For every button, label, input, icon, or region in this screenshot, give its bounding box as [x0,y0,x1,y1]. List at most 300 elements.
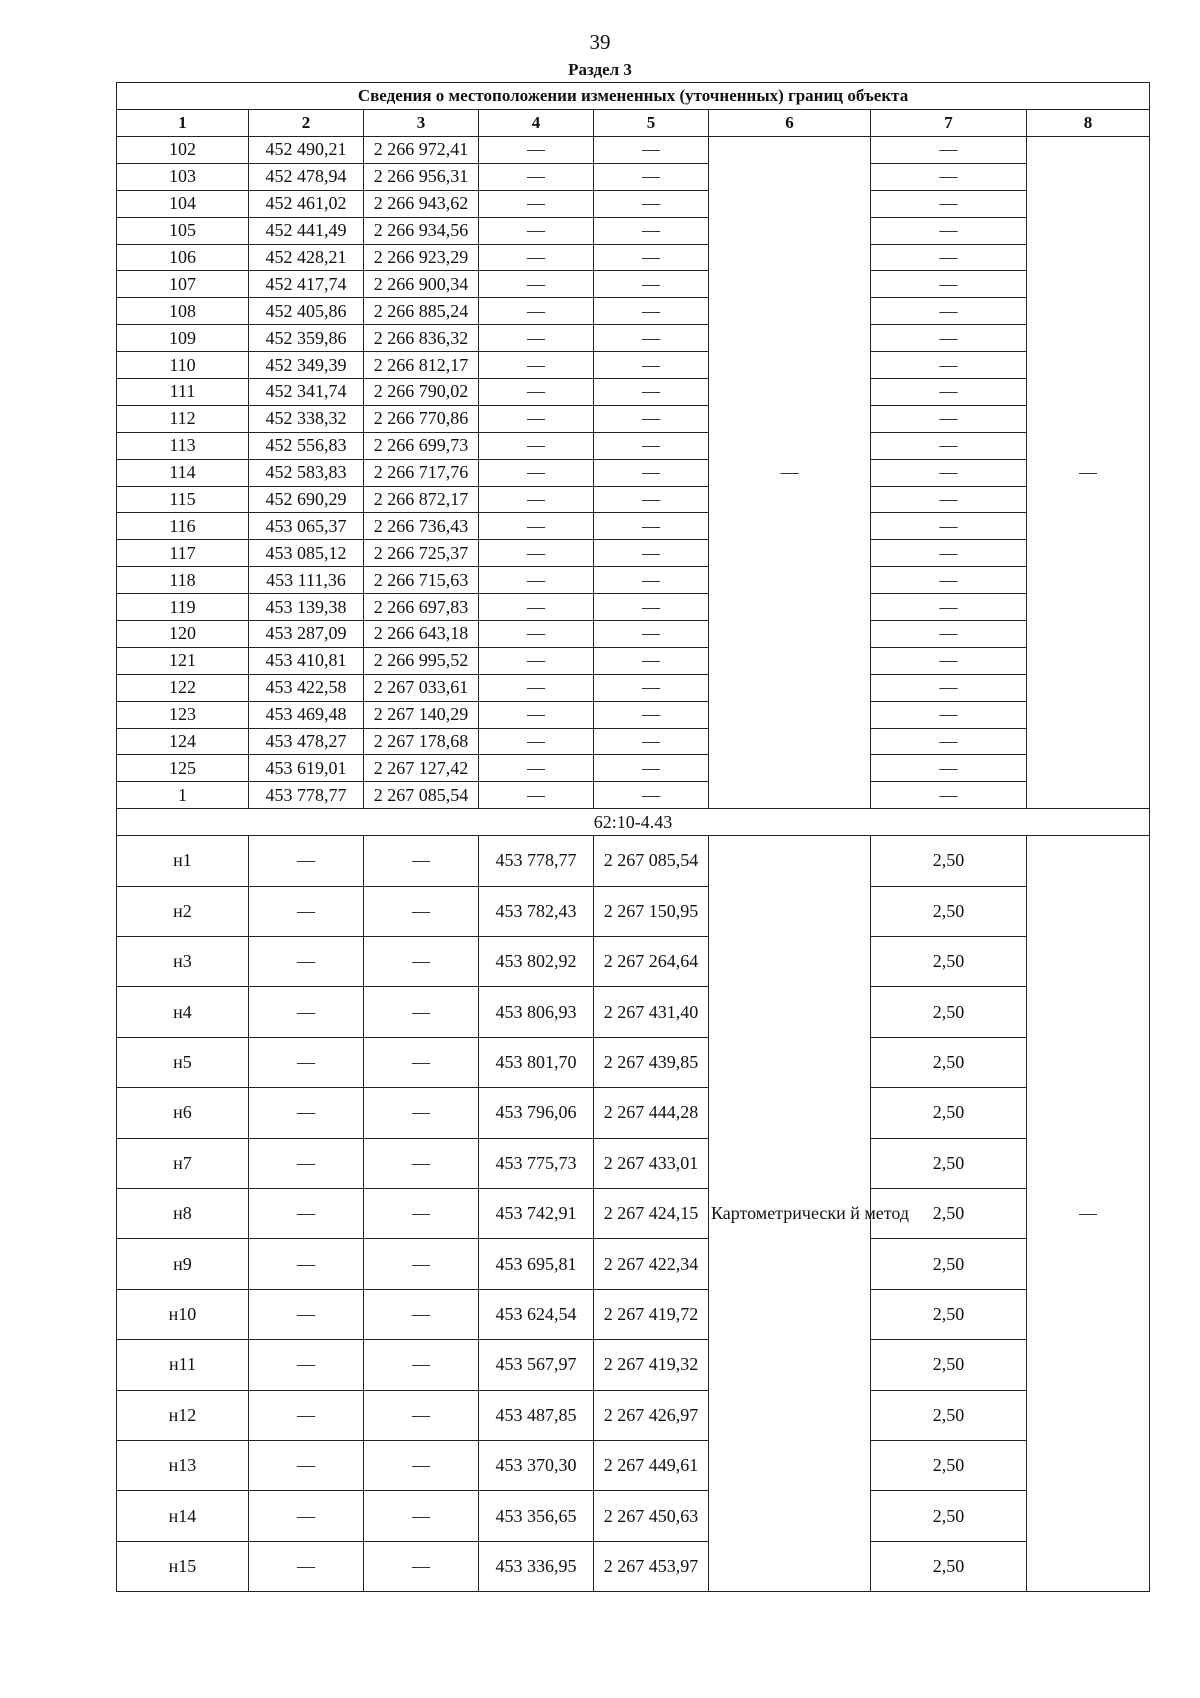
point-number-cell: н9 [117,1239,249,1289]
table-row [117,782,1150,809]
new-x-cell: — [479,513,594,540]
new-y-cell: 2 267 422,34 [594,1239,709,1289]
precision-cell: 2,50 [871,937,1027,987]
existing-x-cell: 453 410,81 [249,647,364,674]
point-number-cell: 107 [117,271,249,298]
table-row [117,1088,1150,1138]
new-y-cell: — [594,486,709,513]
existing-x-cell: 453 111,36 [249,567,364,594]
precision-cell: — [871,701,1027,728]
new-y-cell: — [594,621,709,648]
existing-y-cell: 2 266 697,83 [364,594,479,621]
point-number-cell: 118 [117,567,249,594]
new-y-cell: — [594,190,709,217]
existing-x-cell: 452 690,29 [249,486,364,513]
existing-y-cell: — [364,1239,479,1289]
point-number-cell: н14 [117,1491,249,1541]
new-x-cell: — [479,137,594,164]
new-y-cell: 2 267 450,63 [594,1491,709,1541]
new-x-cell: 453 742,91 [479,1189,594,1239]
table-row [117,647,1150,674]
description-cell: — [1027,137,1150,809]
new-x-cell: 453 624,54 [479,1289,594,1339]
point-number-cell: 115 [117,486,249,513]
point-number-cell: 109 [117,325,249,352]
table-row [117,163,1150,190]
precision-cell: — [871,567,1027,594]
point-number-cell: 120 [117,621,249,648]
point-number-cell: 119 [117,594,249,621]
point-number-cell: 106 [117,244,249,271]
existing-x-cell: — [249,1088,364,1138]
new-x-cell: 453 336,95 [479,1541,594,1591]
new-y-cell: 2 267 433,01 [594,1138,709,1188]
new-x-cell: — [479,728,594,755]
new-x-cell: — [479,782,594,809]
existing-y-cell: 2 267 085,54 [364,782,479,809]
new-x-cell: 453 778,77 [479,836,594,886]
existing-y-cell: 2 266 900,34 [364,271,479,298]
existing-y-cell: — [364,1340,479,1390]
existing-y-cell: — [364,1138,479,1188]
table-row [117,937,1150,987]
new-y-cell: — [594,567,709,594]
new-y-cell: — [594,701,709,728]
existing-y-cell: — [364,1289,479,1339]
new-x-cell: — [479,621,594,648]
existing-y-cell: 2 266 972,41 [364,137,479,164]
new-y-cell: 2 267 444,28 [594,1088,709,1138]
existing-x-cell: — [249,1189,364,1239]
existing-y-cell: 2 266 812,17 [364,352,479,379]
point-number-cell: н10 [117,1289,249,1339]
new-y-cell: — [594,594,709,621]
table-row [117,1289,1150,1339]
new-x-cell: — [479,271,594,298]
table-row [117,325,1150,352]
existing-x-cell: — [249,1541,364,1591]
new-x-cell: — [479,352,594,379]
precision-cell: — [871,728,1027,755]
table-row [117,1037,1150,1087]
existing-y-cell: — [364,1037,479,1087]
existing-y-cell: — [364,886,479,936]
table-row [117,513,1150,540]
precision-cell: 2,50 [871,1541,1027,1591]
new-y-cell: 2 267 264,64 [594,937,709,987]
precision-cell: 2,50 [871,1491,1027,1541]
table-row [117,352,1150,379]
new-x-cell: — [479,163,594,190]
precision-cell: — [871,782,1027,809]
new-x-cell: 453 806,93 [479,987,594,1037]
existing-x-cell: 452 490,21 [249,137,364,164]
precision-cell: — [871,459,1027,486]
new-x-cell: 453 802,92 [479,937,594,987]
precision-cell: 2,50 [871,1037,1027,1087]
point-number-cell: н8 [117,1189,249,1239]
precision-cell: — [871,271,1027,298]
new-x-cell: — [479,432,594,459]
existing-y-cell: — [364,937,479,987]
point-number-cell: 114 [117,459,249,486]
point-number-cell: н13 [117,1440,249,1490]
new-x-cell: — [479,405,594,432]
table-row [117,1340,1150,1390]
method-cell: — [709,137,871,809]
existing-y-cell: 2 266 790,02 [364,379,479,406]
new-y-cell: — [594,271,709,298]
existing-y-cell: 2 266 923,29 [364,244,479,271]
existing-y-cell: — [364,1541,479,1591]
existing-y-cell: 2 266 885,24 [364,298,479,325]
new-y-cell: — [594,513,709,540]
new-y-cell: 2 267 453,97 [594,1541,709,1591]
existing-x-cell: — [249,1289,364,1339]
point-number-cell: 123 [117,701,249,728]
table-row [117,755,1150,782]
existing-x-cell: 452 341,74 [249,379,364,406]
existing-y-cell: 2 266 770,86 [364,405,479,432]
point-number-cell: н2 [117,886,249,936]
existing-x-cell: — [249,1491,364,1541]
point-number-cell: 125 [117,755,249,782]
point-number-cell: 102 [117,137,249,164]
cadastral-group-label: 62:10-4.43 [117,809,1150,836]
existing-x-cell: 453 778,77 [249,782,364,809]
existing-y-cell: — [364,1390,479,1440]
existing-x-cell: — [249,1340,364,1390]
table-row [117,621,1150,648]
column-header: 2 [249,110,364,137]
precision-cell: — [871,190,1027,217]
existing-x-cell: 453 085,12 [249,540,364,567]
existing-x-cell: — [249,987,364,1037]
table-row [117,1138,1150,1188]
point-number-cell: н15 [117,1541,249,1591]
new-x-cell: — [479,486,594,513]
existing-x-cell: 452 583,83 [249,459,364,486]
new-y-cell: 2 267 431,40 [594,987,709,1037]
point-number-cell: н1 [117,836,249,886]
table-row [117,432,1150,459]
new-y-cell: — [594,379,709,406]
new-y-cell: — [594,540,709,567]
new-y-cell: — [594,298,709,325]
table-row [117,405,1150,432]
new-y-cell: 2 267 419,32 [594,1340,709,1390]
new-y-cell: — [594,244,709,271]
method-cell: Картометрически й метод [709,836,871,1592]
point-number-cell: 108 [117,298,249,325]
new-y-cell: 2 267 424,15 [594,1189,709,1239]
existing-x-cell: 452 338,32 [249,405,364,432]
new-y-cell: — [594,163,709,190]
existing-y-cell: — [364,1189,479,1239]
existing-x-cell: 452 556,83 [249,432,364,459]
existing-y-cell: — [364,987,479,1037]
column-header: 6 [709,110,871,137]
point-number-cell: 1 [117,782,249,809]
table-row [117,1440,1150,1490]
table-row [117,379,1150,406]
precision-cell: 2,50 [871,987,1027,1037]
new-y-cell: 2 267 150,95 [594,886,709,936]
point-number-cell: 105 [117,217,249,244]
table-row [117,836,1150,886]
existing-y-cell: — [364,1440,479,1490]
precision-cell: — [871,674,1027,701]
table-body [117,137,1150,1592]
precision-cell: 2,50 [871,886,1027,936]
existing-y-cell: — [364,1088,479,1138]
existing-x-cell: 452 405,86 [249,298,364,325]
new-x-cell: — [479,190,594,217]
new-x-cell: 453 801,70 [479,1037,594,1087]
existing-x-cell: — [249,1440,364,1490]
existing-x-cell: 452 359,86 [249,325,364,352]
table-row [117,217,1150,244]
precision-cell: — [871,405,1027,432]
existing-y-cell: 2 266 717,76 [364,459,479,486]
table-row [117,567,1150,594]
precision-cell: — [871,621,1027,648]
point-number-cell: 122 [117,674,249,701]
point-number-cell: 116 [117,513,249,540]
new-y-cell: — [594,647,709,674]
table-row [117,1390,1150,1440]
existing-y-cell: 2 266 643,18 [364,621,479,648]
new-y-cell: 2 267 419,72 [594,1289,709,1339]
existing-y-cell: 2 266 699,73 [364,432,479,459]
existing-y-cell: 2 266 736,43 [364,513,479,540]
existing-x-cell: 453 422,58 [249,674,364,701]
new-x-cell: — [479,244,594,271]
new-y-cell: — [594,325,709,352]
new-x-cell: — [479,379,594,406]
table-row [117,701,1150,728]
table-row [117,1189,1150,1239]
new-x-cell: 453 356,65 [479,1491,594,1541]
existing-y-cell: 2 266 872,17 [364,486,479,513]
existing-y-cell: 2 266 956,31 [364,163,479,190]
boundary-coordinates-table [116,82,1150,1592]
existing-y-cell: 2 266 725,37 [364,540,479,567]
column-header: 4 [479,110,594,137]
new-x-cell: — [479,298,594,325]
table-row [117,298,1150,325]
precision-cell: — [871,540,1027,567]
precision-cell: 2,50 [871,1289,1027,1339]
new-x-cell: 453 567,97 [479,1340,594,1390]
existing-x-cell: 453 065,37 [249,513,364,540]
existing-x-cell: 452 417,74 [249,271,364,298]
new-y-cell: — [594,674,709,701]
existing-x-cell: 452 441,49 [249,217,364,244]
precision-cell: — [871,486,1027,513]
precision-cell: 2,50 [871,1239,1027,1289]
existing-y-cell: — [364,1491,479,1541]
existing-x-cell: — [249,1138,364,1188]
new-x-cell: 453 695,81 [479,1239,594,1289]
point-number-cell: 121 [117,647,249,674]
existing-x-cell: — [249,886,364,936]
table-row [117,1541,1150,1591]
existing-x-cell: 453 469,48 [249,701,364,728]
column-header: 5 [594,110,709,137]
new-y-cell: — [594,217,709,244]
existing-y-cell: 2 266 995,52 [364,647,479,674]
new-x-cell: — [479,594,594,621]
existing-y-cell: 2 266 836,32 [364,325,479,352]
existing-y-cell: 2 267 033,61 [364,674,479,701]
new-y-cell: 2 267 449,61 [594,1440,709,1490]
existing-x-cell: 452 349,39 [249,352,364,379]
precision-cell: 2,50 [871,836,1027,886]
existing-x-cell: — [249,1390,364,1440]
column-header-row [117,110,1150,137]
new-x-cell: — [479,647,594,674]
existing-x-cell: — [249,836,364,886]
description-cell: — [1027,836,1150,1592]
new-x-cell: — [479,701,594,728]
point-number-cell: 110 [117,352,249,379]
existing-x-cell: 453 619,01 [249,755,364,782]
table-row [117,459,1150,486]
new-x-cell: 453 487,85 [479,1390,594,1440]
existing-x-cell: 453 139,38 [249,594,364,621]
new-x-cell: — [479,217,594,244]
table-row [117,540,1150,567]
precision-cell: — [871,379,1027,406]
existing-y-cell: 2 267 127,42 [364,755,479,782]
table-row [117,674,1150,701]
point-number-cell: н6 [117,1088,249,1138]
existing-x-cell: — [249,1037,364,1087]
new-y-cell: — [594,755,709,782]
precision-cell: — [871,432,1027,459]
table-row [117,244,1150,271]
existing-x-cell: 453 478,27 [249,728,364,755]
point-number-cell: н11 [117,1340,249,1390]
point-number-cell: н7 [117,1138,249,1188]
precision-cell: — [871,352,1027,379]
new-y-cell: — [594,405,709,432]
new-x-cell: — [479,755,594,782]
table-caption: Сведения о местоположении измененных (уточненных) границ объекта [117,83,1150,110]
precision-cell: — [871,325,1027,352]
precision-cell: 2,50 [871,1340,1027,1390]
precision-cell: 2,50 [871,1138,1027,1188]
new-x-cell: — [479,459,594,486]
new-x-cell: — [479,540,594,567]
point-number-cell: н5 [117,1037,249,1087]
existing-y-cell: 2 267 140,29 [364,701,479,728]
existing-y-cell: 2 266 715,63 [364,567,479,594]
table-row [117,594,1150,621]
section-title: Раздел 3 [568,60,632,79]
new-y-cell: — [594,782,709,809]
precision-cell: — [871,163,1027,190]
point-number-cell: 113 [117,432,249,459]
new-x-cell: 453 782,43 [479,886,594,936]
existing-y-cell: — [364,836,479,886]
new-x-cell: 453 796,06 [479,1088,594,1138]
precision-cell: — [871,298,1027,325]
point-number-cell: 111 [117,379,249,406]
existing-x-cell: 452 478,94 [249,163,364,190]
point-number-cell: н4 [117,987,249,1037]
column-header: 3 [364,110,479,137]
new-y-cell: — [594,432,709,459]
point-number-cell: 124 [117,728,249,755]
precision-cell: — [871,755,1027,782]
new-x-cell: — [479,674,594,701]
new-x-cell: 453 370,30 [479,1440,594,1490]
precision-cell: — [871,647,1027,674]
existing-x-cell: 452 461,02 [249,190,364,217]
precision-cell: 2,50 [871,1189,1027,1239]
precision-cell: — [871,513,1027,540]
precision-cell: — [871,594,1027,621]
point-number-cell: 104 [117,190,249,217]
precision-cell: 2,50 [871,1440,1027,1490]
group-label-row [117,809,1150,836]
new-y-cell: — [594,459,709,486]
table-row [117,137,1150,164]
table-row [117,1239,1150,1289]
table-row [117,728,1150,755]
existing-y-cell: 2 266 934,56 [364,217,479,244]
table-row [117,1491,1150,1541]
precision-cell: — [871,137,1027,164]
existing-x-cell: — [249,1239,364,1289]
new-y-cell: 2 267 085,54 [594,836,709,886]
new-y-cell: — [594,728,709,755]
column-header: 1 [117,110,249,137]
new-y-cell: — [594,352,709,379]
existing-y-cell: 2 266 943,62 [364,190,479,217]
point-number-cell: 112 [117,405,249,432]
new-x-cell: 453 775,73 [479,1138,594,1188]
page-number: 39 [589,30,611,54]
table-row [117,886,1150,936]
table-row [117,987,1150,1037]
precision-cell: 2,50 [871,1390,1027,1440]
column-header: 7 [871,110,1027,137]
existing-x-cell: 452 428,21 [249,244,364,271]
existing-y-cell: 2 267 178,68 [364,728,479,755]
new-y-cell: — [594,137,709,164]
precision-cell: — [871,244,1027,271]
precision-cell: 2,50 [871,1088,1027,1138]
new-y-cell: 2 267 426,97 [594,1390,709,1440]
table-row [117,190,1150,217]
table-row [117,486,1150,513]
new-x-cell: — [479,325,594,352]
point-number-cell: 117 [117,540,249,567]
precision-cell: — [871,217,1027,244]
new-x-cell: — [479,567,594,594]
table-row [117,271,1150,298]
column-header: 8 [1027,110,1150,137]
new-y-cell: 2 267 439,85 [594,1037,709,1087]
existing-x-cell: 453 287,09 [249,621,364,648]
point-number-cell: 103 [117,163,249,190]
point-number-cell: н3 [117,937,249,987]
existing-x-cell: — [249,937,364,987]
point-number-cell: н12 [117,1390,249,1440]
